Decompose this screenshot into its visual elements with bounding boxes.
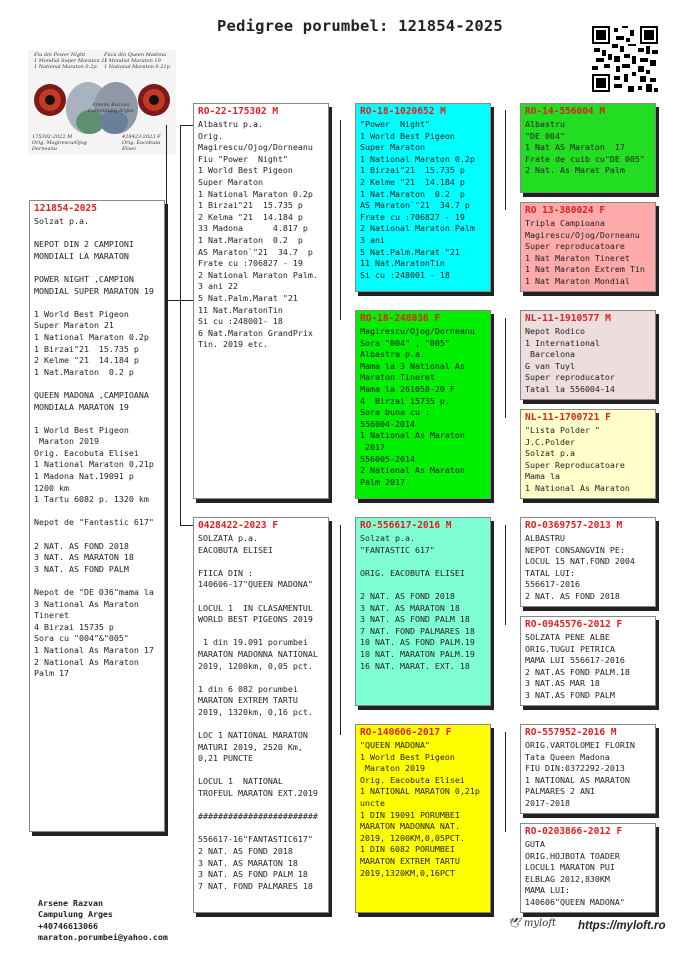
photo-caption-right-ring: 428423-2023 F Orig. Eacobuta Elisei xyxy=(122,134,161,152)
pedigree-card-dds xyxy=(520,724,656,814)
card-text-line: MARATON MADONNA NAT. xyxy=(360,821,460,832)
card-text-line: GUTA xyxy=(525,839,545,849)
card-ring-number: RO-0203866-2012 F xyxy=(525,826,623,837)
card-body xyxy=(521,533,655,603)
pedigree-card-dam xyxy=(193,517,329,913)
card-text-line: EACOBUTA ELISEI xyxy=(198,544,273,555)
card-text-line: Tineret xyxy=(34,610,69,621)
card-text-line: Nepot de "Fantastic 617" xyxy=(34,517,154,528)
card-text-line: 10 NAT. MARATON PALM.19 xyxy=(360,648,475,659)
card-text-line: LOCUL 15 NAT.FOND 2004 xyxy=(525,556,635,567)
card-text-line: MAMA LUI 556617-2016 xyxy=(525,655,625,666)
owner-email[interactable]: maraton.porumbei@yahoo.com xyxy=(38,931,168,942)
card-text-line: MONDIALI LA MARATON xyxy=(34,250,129,261)
card-text-line: MARATON MADONNA NATIONAL xyxy=(198,648,318,659)
card-text-line: Fiu "Power Night" xyxy=(198,153,288,164)
card-text-line: 7 NAT. FOND PALMARES 18 xyxy=(198,880,313,891)
card-text-line: ORIG.TUGUI PETRICA xyxy=(525,643,615,654)
card-body xyxy=(521,740,655,810)
card-text-line: 1 National As Maraton xyxy=(525,482,630,493)
card-text-line: 1 NATIONAL AS MARATON xyxy=(525,774,630,785)
card-text-line: 5 Nat.Palm.Marat "21 xyxy=(198,292,298,303)
card-ring-number: RO 13-380024 F xyxy=(525,205,606,216)
pedigree-card-sire xyxy=(193,103,329,499)
card-text-line: 1 World Best Pigeon xyxy=(360,130,455,141)
card-text-line: Solzat p.a. xyxy=(360,533,415,543)
card-text-line: Sora cu "004"&"005" xyxy=(34,633,129,644)
card-text-line: FIICA DIN : xyxy=(198,567,253,578)
connector-v xyxy=(180,125,181,525)
card-text-line: 556005-2014 xyxy=(360,453,415,464)
card-text-line: Frate de cuib cu"DE 005" xyxy=(525,153,645,164)
card-text-line: 1 Nat.Maraton 0.2 p xyxy=(198,234,303,245)
card-text-line: LOCUL 1 NATIONAL xyxy=(198,776,283,787)
card-ring-number: RO-18-248036 F xyxy=(360,313,441,324)
card-text-line xyxy=(198,556,324,568)
card-text-line: J.C.Polder xyxy=(525,436,575,447)
card-text-line: 1 National Maraton 0.2p xyxy=(34,331,149,342)
card-text-line: Magirescu/Ojog/Dorneanu xyxy=(198,142,313,153)
card-text-line: Super Maraton xyxy=(198,176,263,187)
card-text-line: ALBASTRU xyxy=(525,533,565,543)
connector-h xyxy=(180,125,194,126)
card-text-line: 1 World Best Pigeon xyxy=(34,424,129,435)
photo-caption-left: Fiu din Power Night 1 Mondial Super Maraton 21 1 National Maraton 0.2p xyxy=(34,52,108,70)
card-text-line: 1 World Best Pigeon xyxy=(360,751,455,762)
card-text-line: 1 din 19.091 porumbei xyxy=(198,637,308,648)
card-text-line: Mama la 3 National As xyxy=(360,360,465,371)
card-text-line xyxy=(34,378,160,390)
card-text-line xyxy=(198,823,324,835)
card-text-line: 140606-17"QUEEN MADONA" xyxy=(198,579,313,590)
card-text-line: 556004-2014 xyxy=(360,418,415,429)
card-text-line: Maraton 2019 xyxy=(360,763,425,774)
page-title: Pedigree porumbel: 121854-2025 xyxy=(217,17,503,35)
owner-location: Campulung Arges xyxy=(38,909,113,920)
card-text-line: 2017 xyxy=(360,441,385,452)
card-text-line: Albastru p.a. xyxy=(198,119,263,129)
card-text-line: Super Maraton 21 xyxy=(34,320,114,331)
card-text-line: 3 NAT. AS MARATON 18 xyxy=(360,602,460,613)
card-text-line xyxy=(360,556,486,568)
card-text-line: POWER NIGHT ,CAMPION xyxy=(34,273,134,284)
card-text-line: Mama la xyxy=(525,471,560,482)
card-text-line: 11 Nat.MaratonTin xyxy=(360,258,445,269)
card-text-line: 5 Nat.Palm.Marat "21 xyxy=(360,246,460,257)
card-body xyxy=(356,533,490,672)
card-text-line: PALMARES 2 ANI xyxy=(525,786,595,797)
card-text-line: TATAL LUI: xyxy=(525,567,575,578)
card-text-line: ######################## xyxy=(198,811,318,822)
card-text-line: 4 Birzai 15735 p. xyxy=(360,395,450,406)
card-text-line: "Lista Polder " xyxy=(525,425,600,435)
card-text-line: MAMA LUI: xyxy=(525,885,570,896)
pedigree-card-sss xyxy=(520,103,656,193)
connector-v xyxy=(505,318,506,418)
card-text-line: LOCUL1 MARATON PUI xyxy=(525,862,615,873)
card-text-line: Maraton Tineret xyxy=(360,372,435,383)
card-text-line: 2019, 1320km, 0,16 pct. xyxy=(198,706,313,717)
card-text-line: Palm 17 xyxy=(34,668,69,679)
myloft-logo: 🕊 myloft xyxy=(508,918,556,929)
card-text-line: 1 Nat Maraton Tineret xyxy=(525,252,630,263)
card-text-line: MARATON EXTREM TARTU xyxy=(198,695,298,706)
card-text-line: NEPOT CONSANGVIN PE: xyxy=(525,544,625,555)
photo-caption-left-ring: 175302-2022 M Orig. Magirescu/Ojog Dorneanu xyxy=(32,134,87,152)
card-text-line: Orig. xyxy=(198,130,223,141)
card-text-line: 2019,1320KM,0,16PCT xyxy=(360,867,455,878)
card-text-line: TROFEUL MARATON EXT.2019 xyxy=(198,788,318,799)
card-text-line: Solzat p.a xyxy=(525,448,575,459)
pedigree-card-ds xyxy=(355,517,491,706)
pedigree-card-subject xyxy=(29,200,165,832)
card-text-line: 3 ani xyxy=(360,234,385,245)
card-text-line: Albastra p.a. xyxy=(360,349,425,360)
card-ring-number: RO-0369757-2013 M xyxy=(525,520,623,531)
card-text-line: 1 National Maraton 0.2p xyxy=(360,153,475,164)
card-text-line: Frate cu :706827 - 19 xyxy=(198,258,303,269)
card-text-line: MONDIALA MARATON 19 xyxy=(34,401,129,412)
card-text-line: MATURI 2019, 2520 Km, xyxy=(198,741,303,752)
card-text-line: SOLZATA p.a. xyxy=(198,533,258,543)
card-ring-number: RO-18-1020652 M xyxy=(360,106,446,117)
card-ring-number: NL-11-1910577 M xyxy=(525,313,611,324)
card-text-line: Nepot Rodico xyxy=(525,326,585,336)
card-body xyxy=(521,326,655,396)
card-text-line: Orig. Eacobuta Elisei xyxy=(360,774,465,785)
card-ring-number: 121854-2025 xyxy=(34,203,97,214)
card-text-line: 3 ani 22 xyxy=(198,281,238,292)
card-text-line: 0,21 PUNCTE xyxy=(198,753,253,764)
card-text-line: 2 National Maraton Palm. xyxy=(198,269,318,280)
card-text-line: MARATON EXTREM TARTU xyxy=(360,855,460,866)
card-text-line: Si cu :248001- 18 xyxy=(198,316,283,327)
card-text-line: 3 NAT. AS FOND PALM 18 xyxy=(198,869,308,880)
connector-v xyxy=(505,110,506,210)
bird-logo-icon: 🕊 xyxy=(508,918,521,929)
card-text-line: 1 Birzai"21 15.735 p xyxy=(198,200,303,211)
pedigree-card-ddd xyxy=(520,823,656,913)
card-ring-number: RO-140606-2017 F xyxy=(360,727,452,738)
card-text-line: 1200 km xyxy=(34,482,69,493)
card-text-line: NEPOT DIN 2 CAMPIONI xyxy=(34,239,134,250)
card-text-line: Tata Queen Madona xyxy=(525,751,610,762)
card-text-line: WORLD BEST PIGEONS 2019 xyxy=(198,614,313,625)
photo-caption-center: Arsene Razvan Campulung Arges xyxy=(88,102,134,114)
card-text-line: 1 Nat Maraton Extrem Tin xyxy=(525,264,645,275)
card-body xyxy=(521,218,655,288)
card-text-line: FIU DIN:0372292-2013 xyxy=(525,763,625,774)
card-text-line: "FANTASTIC 617" xyxy=(360,544,435,555)
card-text-line: 3 NAT. AS MARATON 18 xyxy=(198,857,298,868)
card-text-line: 2019, 1200km, 0,05 pct. xyxy=(198,660,313,671)
qr-code-icon xyxy=(592,26,658,92)
card-text-line: Solzat p.a. xyxy=(34,216,89,226)
card-ring-number: NL-11-1700721 F xyxy=(525,412,611,423)
card-text-line: ELBLAG 2012,830KM xyxy=(525,873,610,884)
owner-contact xyxy=(38,898,168,943)
card-text-line xyxy=(34,262,160,274)
card-text-line: 140606"QUEEN MADONA" xyxy=(525,896,625,907)
card-text-line: 2 Nat. As Marat Palm xyxy=(525,165,625,176)
card-text-line: Mama la 261058-20 F xyxy=(360,383,455,394)
card-text-line: Palm 2017 xyxy=(360,476,405,487)
connector-v xyxy=(505,525,506,625)
connector-v xyxy=(340,525,341,735)
card-text-line: 1 International xyxy=(525,337,600,348)
card-text-line: Super Maraton xyxy=(360,142,425,153)
card-body xyxy=(521,425,655,495)
card-text-line: 1 Birzai"21 15.735 p xyxy=(360,165,465,176)
card-text-line: "Power Night" xyxy=(360,119,430,129)
card-ring-number: RO-14-556004 M xyxy=(525,106,606,117)
card-text-line: 1 DIN 6082 PORUMBEI xyxy=(360,844,455,855)
pigeon-photo xyxy=(28,50,176,155)
card-text-line xyxy=(198,719,324,731)
card-text-line: 3 NAT. AS FOND PALM xyxy=(34,563,129,574)
card-text-line: ORIG.HOJBOTA TOADER xyxy=(525,850,620,861)
card-text-line: 3 National As Maraton xyxy=(34,598,139,609)
card-ring-number: RO-22-175302 M xyxy=(198,106,279,117)
card-text-line: 2 Kelme "21 14.184 p xyxy=(360,176,465,187)
card-text-line: 1 Madona Nat.19091 p xyxy=(34,471,134,482)
card-text-line: 1 Tartu 6082 p. 1320 km xyxy=(34,494,149,505)
card-text-line: 1 National As Maraton 17 xyxy=(34,644,154,655)
owner-phone: +40746613066 xyxy=(38,920,98,931)
card-text-line: 4 Birzai 15735 p xyxy=(34,621,114,632)
card-body xyxy=(521,632,655,702)
card-text-line: Super reproducator xyxy=(525,372,615,383)
card-text-line: 11 Nat.MaratonTin xyxy=(198,304,283,315)
card-text-line: 1 Nat.Maraton 0.2 p xyxy=(360,188,465,199)
card-text-line: 1 DIN 19091 PORUMBEI xyxy=(360,809,460,820)
card-ring-number: RO-556617-2016 M xyxy=(360,520,452,531)
card-text-line: Orig. Eacobuta Elisei xyxy=(34,447,139,458)
card-text-line: G van Tuyl xyxy=(525,360,575,371)
card-text-line: Si cu :248001 - 18 xyxy=(360,269,450,280)
connector-h xyxy=(180,525,194,526)
card-text-line: QUEEN MADONA ,CAMPIOANA xyxy=(34,389,149,400)
card-text-line xyxy=(34,228,160,240)
card-text-line: SOLZATA PENE ALBE xyxy=(525,632,610,642)
card-text-line: 1 din 6 082 porumbei xyxy=(198,683,298,694)
card-text-line xyxy=(34,575,160,587)
card-text-line: 3 NAT.AS MAR 18 xyxy=(525,678,600,689)
card-text-line xyxy=(198,765,324,777)
card-text-line: 2019, 1200KM,0,05PCT. xyxy=(360,832,465,843)
card-text-line: uncte xyxy=(360,797,385,808)
card-text-line: Super Reproducatoare xyxy=(525,459,625,470)
card-text-line: 1 NATIONAL MARATON 0,21p xyxy=(360,786,480,797)
card-text-line xyxy=(34,413,160,425)
card-text-line: Sora buna cu : xyxy=(360,407,430,418)
card-text-line xyxy=(34,506,160,518)
card-text-line xyxy=(198,672,324,684)
connector-v xyxy=(505,732,506,832)
card-text-line: 2 Kelma "21 14.184 p xyxy=(198,211,303,222)
card-body xyxy=(194,119,328,351)
card-body xyxy=(521,839,655,909)
pedigree-card-dd xyxy=(355,724,491,913)
card-text-line: "QUEEN MADONA" xyxy=(360,740,430,750)
card-text-line: ORIG.VARTOLOMEI FLORIN xyxy=(525,740,635,750)
pedigree-card-sd xyxy=(355,310,491,499)
card-text-line: 2 National As Maraton xyxy=(360,465,465,476)
card-text-line: 1 National As Maraton xyxy=(360,430,465,441)
card-text-line: Tin. 2019 etc. xyxy=(198,339,268,350)
card-text-line: 1 World Best Pigeon xyxy=(198,165,293,176)
pedigree-card-sds xyxy=(520,310,656,400)
pedigree-card-dss xyxy=(520,517,656,607)
card-text-line: Maraton 2019 xyxy=(34,436,99,447)
card-body xyxy=(30,216,164,680)
card-body xyxy=(521,119,655,177)
card-text-line: 2 NAT. AS FOND 2018 xyxy=(360,590,455,601)
card-text-line xyxy=(198,800,324,812)
card-text-line: AS Maraton`"21 34.7 p xyxy=(198,246,313,257)
owner-name: Arsene Razvan xyxy=(38,898,103,908)
card-text-line: Tripla Campioana xyxy=(525,218,605,228)
card-text-line: 2017-2018 xyxy=(525,797,570,808)
card-text-line: 1 Birzai"21 15.735 p xyxy=(34,343,139,354)
card-text-line: 3 NAT.AS FOND PALM xyxy=(525,689,615,700)
card-text-line: 2 NAT. AS FOND 2018 xyxy=(198,846,293,857)
pedigree-card-sdd xyxy=(520,409,656,499)
card-text-line: Barcelona xyxy=(525,349,575,360)
pedigree-card-ss xyxy=(355,103,491,292)
card-text-line: Frate cu :706827 - 19 xyxy=(360,211,465,222)
card-text-line: 16 NAT. MARAT. EXT. 18 xyxy=(360,660,470,671)
card-text-line: 3 NAT. AS MARATON 18 xyxy=(34,552,134,563)
card-text-line: 2 National As Maraton xyxy=(34,656,139,667)
connector-v xyxy=(340,120,341,320)
card-text-line: 1 National Maraton 0.2p xyxy=(198,188,313,199)
card-text-line xyxy=(198,626,324,638)
card-text-line: Nepot de "DE 036"mama la xyxy=(34,587,154,597)
card-text-line: 6 Nat.Maraton GrandPrix xyxy=(198,327,313,338)
card-text-line: 1 Nat.Maraton 0.2 p xyxy=(34,366,134,377)
card-text-line: 556617-2016 xyxy=(525,579,580,590)
card-text-line: Magirescu/Ojog/Dorneanu xyxy=(360,326,475,336)
card-body xyxy=(356,326,490,488)
card-text-line: 1 Nat AS Maraton 17 xyxy=(525,142,625,153)
card-text-line: 1 World Best Pigeon xyxy=(34,308,129,319)
card-body xyxy=(194,533,328,892)
card-body xyxy=(356,119,490,281)
card-text-line: 1 Nat Maraton Mondial xyxy=(525,275,630,286)
card-text-line: 7 NAT. FOND PALMARES 18 xyxy=(360,625,475,636)
card-text-line: Sora "004" , "005" xyxy=(360,337,450,348)
pedigree-card-dsd xyxy=(520,616,656,706)
pedigree-card-ssd xyxy=(520,202,656,292)
card-text-line: 2 NAT. AS FOND 2018 xyxy=(525,590,620,601)
card-text-line: 2 NAT.AS FOND PALM.18 xyxy=(525,666,630,677)
card-text-line: Super reproducatoare xyxy=(525,241,625,252)
card-text-line xyxy=(198,591,324,603)
card-text-line: 2 Kelme "21 14.184 p xyxy=(34,355,139,366)
website-link[interactable]: https://myloft.ro xyxy=(578,920,666,932)
card-text-line: 1 National Maraton 0,21p xyxy=(34,459,154,470)
card-text-line: ORIG. EACOBUTA ELISEI xyxy=(360,567,465,578)
card-text-line xyxy=(34,297,160,309)
card-text-line: 3 NAT. AS FOND PALM 18 xyxy=(360,614,470,625)
card-text-line: Magirescu/Ojog/Dorneanu xyxy=(525,229,640,240)
card-text-line: LOC 1 NATIONAL MARATON xyxy=(198,730,308,741)
card-ring-number: RO-557952-2016 M xyxy=(525,727,617,738)
card-text-line: Tatal la 556004-14 xyxy=(525,383,615,394)
card-ring-number: 0428422-2023 F xyxy=(198,520,279,531)
card-text-line: MONDIAL SUPER MARATON 19 xyxy=(34,285,154,296)
card-text-line: 2 NAT. AS FOND 2018 xyxy=(34,540,129,551)
photo-caption-right: Fiica din Queen Madona 1 Mondial Maraton 19 1 National Maraton 0.21p xyxy=(104,52,170,70)
card-text-line: 33 Madona 4.817 p xyxy=(198,223,308,234)
card-text-line xyxy=(34,529,160,541)
card-text-line: 10 NAT. AS FOND PALM.19 xyxy=(360,637,475,648)
card-text-line: Albastru xyxy=(525,119,565,129)
card-text-line: LOCUL 1 IN CLASAMENTUL xyxy=(198,602,313,613)
card-text-line: 556617-16"FANTASTIC617" xyxy=(198,834,313,845)
card-ring-number: RO-0945576-2012 F xyxy=(525,619,623,630)
card-text-line xyxy=(360,579,486,591)
card-text-line: 2 National Maraton Palm xyxy=(360,223,475,234)
card-text-line: AS Maraton`"21 34.7 p xyxy=(360,200,470,211)
card-text-line: "DE 004" xyxy=(525,130,565,141)
card-body xyxy=(356,740,490,879)
